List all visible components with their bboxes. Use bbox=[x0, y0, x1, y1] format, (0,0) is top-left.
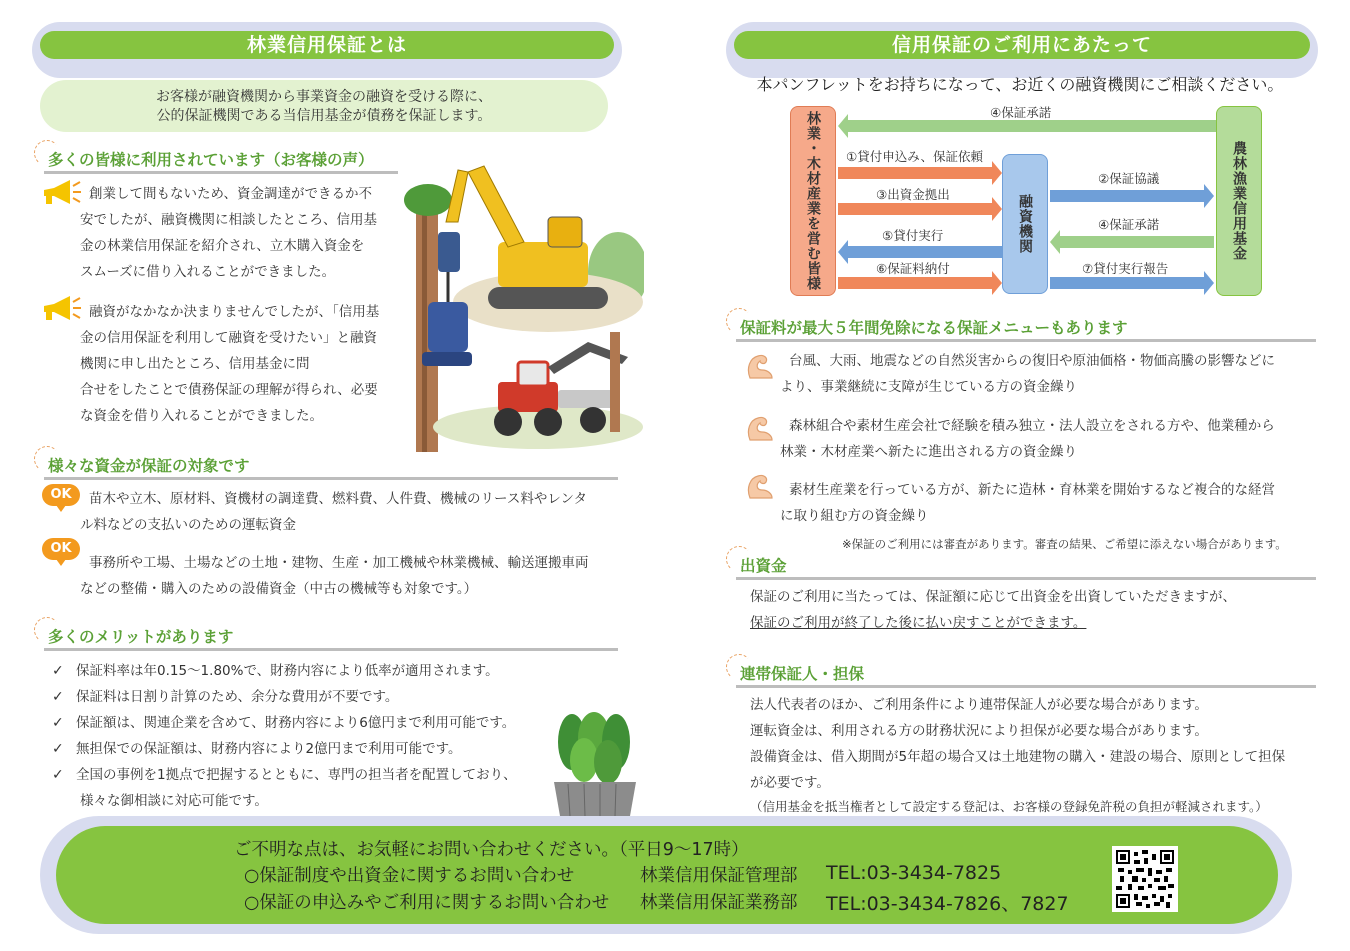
capital-line: 保証のご利用に当たっては、保証額に応じて出資金を出資していただきますが、 bbox=[750, 589, 1236, 605]
guarantor-line: 法人代表者のほか、ご利用条件により連帯保証人が必要な場合があります。 bbox=[750, 697, 1208, 713]
fund-item-1-line: 苗木や立木、原材料、資機材の調達費、燃料費、人件費、機械のリース料やレンタ bbox=[89, 491, 587, 507]
megaphone-icon bbox=[40, 178, 82, 208]
flexed-arm-icon bbox=[744, 350, 776, 382]
flow-label: ⑥保証料納付 bbox=[876, 261, 950, 276]
voice-2-line: な資金を借り入れることができました。 bbox=[80, 408, 323, 424]
intro-line-1: お客様が融資機関から事業資金の融資を受ける際に、 bbox=[156, 89, 492, 105]
voices-heading bbox=[34, 146, 434, 174]
voice-1-line: スムーズに借り入れることができました。 bbox=[80, 264, 336, 280]
capital-heading bbox=[726, 552, 1316, 580]
customer-box bbox=[790, 106, 836, 296]
merit-text: 保証額は、関連企業を含めて、財務内容により6億円まで利用可能です。 bbox=[76, 715, 516, 731]
intro-line-2: 公的保証機関である当信用基金が債務を保証します。 bbox=[156, 108, 492, 124]
exempt-heading bbox=[726, 314, 1316, 342]
heading-rule bbox=[44, 648, 618, 651]
merits-heading bbox=[34, 623, 618, 651]
customer-box-label: 林業・木材産業を営む皆様 bbox=[805, 111, 821, 291]
check-icon: ✓ bbox=[52, 741, 64, 757]
merit-text: 保証料は日割り計算のため、余分な費用が不要です。 bbox=[76, 689, 399, 705]
voices-heading-text: 多くの皆様に利用されています（お客様の声） bbox=[48, 151, 374, 169]
voice-2 bbox=[80, 299, 400, 429]
voice-1-line: 創業して間もないため、資金調達ができるか不 bbox=[89, 186, 372, 202]
merit-item bbox=[48, 658, 548, 684]
flow-label: ③出資金拠出 bbox=[876, 187, 950, 202]
fund-box bbox=[1216, 106, 1262, 296]
exempt-item-2 bbox=[780, 413, 1320, 465]
footer-tel-2[interactable]: TEL:03-3434-7826、7827 bbox=[826, 893, 1069, 915]
exempt-note: ※保証のご利用には審査があります。審査の結果、ご希望に添えない場合があります。 bbox=[842, 537, 1287, 551]
voice-2-line: 機関に申し出たところ、信用基金に問 bbox=[80, 356, 310, 372]
flexed-arm-icon bbox=[744, 412, 776, 444]
flow-label: ④保証承諾 bbox=[1098, 217, 1160, 232]
ok-badge-icon: OK bbox=[42, 484, 80, 506]
guarantor-text bbox=[750, 692, 1320, 818]
footer-query-2: ○保証の申込みやご利用に関するお問い合わせ bbox=[244, 893, 610, 913]
ok-badge-icon: OK bbox=[42, 538, 80, 560]
capital-line-underlined: 保証のご利用が終了した後に払い戻すことができます。 bbox=[750, 615, 1087, 631]
merit-item bbox=[48, 710, 548, 736]
guarantor-line: が必要です。 bbox=[750, 775, 830, 791]
left-banner-title: 林業信用保証とは bbox=[40, 31, 614, 59]
intro-box bbox=[40, 80, 608, 132]
check-icon: ✓ bbox=[52, 715, 64, 731]
fund-item-2-line: 事務所や工場、土場などの土地・建物、生産・加工機械や林業機械、輸送運搬車両 bbox=[89, 555, 589, 571]
guarantor-line: 設備資金は、借入期間が5年超の場合又は土地建物の購入・建設の場合、原則として担保 bbox=[750, 749, 1286, 765]
flow-label: ②保証協議 bbox=[1098, 171, 1160, 186]
merits-list bbox=[48, 658, 548, 814]
fund-item-1 bbox=[80, 486, 620, 538]
funds-heading bbox=[34, 452, 618, 480]
check-icon: ✓ bbox=[52, 663, 64, 679]
exempt-line: 林業・木材産業へ新たに進出される方の資金繰り bbox=[780, 444, 1077, 460]
merit-text: 様々な御相談に対応可能です。 bbox=[80, 793, 268, 809]
flow-arrow bbox=[1050, 184, 1214, 208]
megaphone-icon bbox=[40, 294, 82, 324]
right-banner-title: 信用保証のご利用にあたって bbox=[734, 31, 1310, 59]
voice-1 bbox=[80, 181, 400, 285]
exempt-line: 森林組合や素材生産会社で経験を積み独立・法人設立をされる方や、他業種から bbox=[789, 418, 1275, 434]
heading-rule bbox=[736, 577, 1316, 580]
check-icon: ✓ bbox=[52, 767, 64, 783]
lender-box-label: 融資機関 bbox=[1017, 194, 1033, 254]
flow-subtitle: 本パンフレットをお持ちになって、お近くの融資機関にご相談ください。 bbox=[756, 75, 1284, 94]
flow-arrow bbox=[1050, 230, 1214, 254]
merit-text: 全国の事例を1拠点で把握するとともに、専門の担当者を配置しており、 bbox=[76, 767, 517, 783]
fund-box-label: 農林漁業信用基金 bbox=[1231, 141, 1247, 261]
heading-rule bbox=[736, 685, 1316, 688]
guarantor-line: （信用基金を抵当権者として設定する登記は、お客様の登録免許税の負担が軽減されます。） bbox=[750, 799, 1268, 814]
qr-code-icon bbox=[1116, 850, 1174, 908]
flow-label: ⑦貸付実行報告 bbox=[1082, 261, 1169, 276]
footer-tel-1[interactable]: TEL:03-3434-7825 bbox=[826, 862, 1002, 884]
footer-query-1: ○保証制度や出資金に関するお問い合わせ bbox=[244, 866, 575, 886]
funds-heading-text: 様々な資金が保証の対象です bbox=[48, 457, 250, 475]
merit-text: 無担保での保証額は、財務内容により2億円まで利用可能です。 bbox=[76, 741, 462, 757]
merit-item bbox=[48, 736, 548, 762]
footer-dept-1: 林業信用保証管理部 bbox=[640, 866, 798, 886]
exempt-item-3 bbox=[780, 477, 1320, 529]
flow-label: ⑤貸付実行 bbox=[882, 228, 944, 243]
exempt-item-1 bbox=[780, 348, 1320, 400]
left-banner bbox=[32, 22, 622, 78]
voice-2-line: 融資がなかなか決まりませんでしたが、「信用基 bbox=[89, 304, 380, 320]
guarantor-line: 運転資金は、利用される方の財務状況により担保が必要な場合があります。 bbox=[750, 723, 1208, 739]
exempt-line: 素材生産業を行っている方が、新たに造林・育林業を開始するなど複合的な経営 bbox=[789, 482, 1275, 498]
right-banner bbox=[726, 22, 1318, 78]
guarantor-heading bbox=[726, 660, 1316, 688]
flexed-arm-icon bbox=[744, 470, 776, 502]
fund-item-2 bbox=[80, 550, 620, 602]
heading-rule bbox=[736, 339, 1316, 342]
flow-label: ①貸付申込み、保証依頼 bbox=[846, 149, 983, 164]
merit-item bbox=[48, 684, 548, 710]
footer-intro: ご不明な点は、お気軽にお問い合わせください。（平日9～17時） bbox=[234, 840, 749, 860]
footer-dept-2: 林業信用保証業務部 bbox=[640, 893, 798, 913]
check-icon: ✓ bbox=[52, 689, 64, 705]
guarantor-heading-text: 連帯保証人・担保 bbox=[740, 665, 865, 683]
voice-1-line: 安でしたが、融資機関に相談したところ、信用基 bbox=[80, 212, 377, 228]
voice-2-line: 金の信用保証を利用して融資を受けたい」と融資 bbox=[80, 330, 377, 346]
flow-label-top: ④保証承諾 bbox=[990, 105, 1052, 120]
qr-code[interactable] bbox=[1112, 846, 1178, 912]
merits-heading-text: 多くのメリットがあります bbox=[48, 628, 234, 646]
exempt-line: 台風、大雨、地震などの自然災害からの復旧や原油価格・物価高騰の影響などに bbox=[789, 353, 1275, 369]
merit-text: 保証料率は年0.15～1.80%で、財務内容により低率が適用されます。 bbox=[76, 663, 499, 679]
fund-item-1-line: ル料などの支払いのための運転資金 bbox=[80, 517, 296, 533]
seedling-tray-illustration bbox=[550, 712, 642, 818]
capital-text bbox=[750, 584, 1310, 636]
voice-2-line: 合せをしたことで債務保証の理解が得られ、必要 bbox=[80, 382, 378, 398]
fund-item-2-line: などの整備・購入のための設備資金（中古の機械等も対象です。） bbox=[80, 581, 478, 597]
capital-heading-text: 出資金 bbox=[740, 557, 787, 575]
merit-item bbox=[48, 762, 548, 788]
exempt-line: に取り組む方の資金繰り bbox=[780, 508, 929, 524]
heading-rule bbox=[44, 477, 618, 480]
voice-1-line: 金の林業信用保証を紹介され、立木購入資金を bbox=[80, 238, 365, 254]
heading-rule bbox=[44, 171, 434, 174]
exempt-heading-text: 保証料が最大５年間免除になる保証メニューもあります bbox=[740, 319, 1128, 337]
exempt-line: より、事業継続に支障が生じている方の資金繰り bbox=[780, 379, 1077, 395]
merit-item-continued bbox=[48, 788, 548, 814]
forestry-machinery-illustration bbox=[398, 152, 644, 452]
